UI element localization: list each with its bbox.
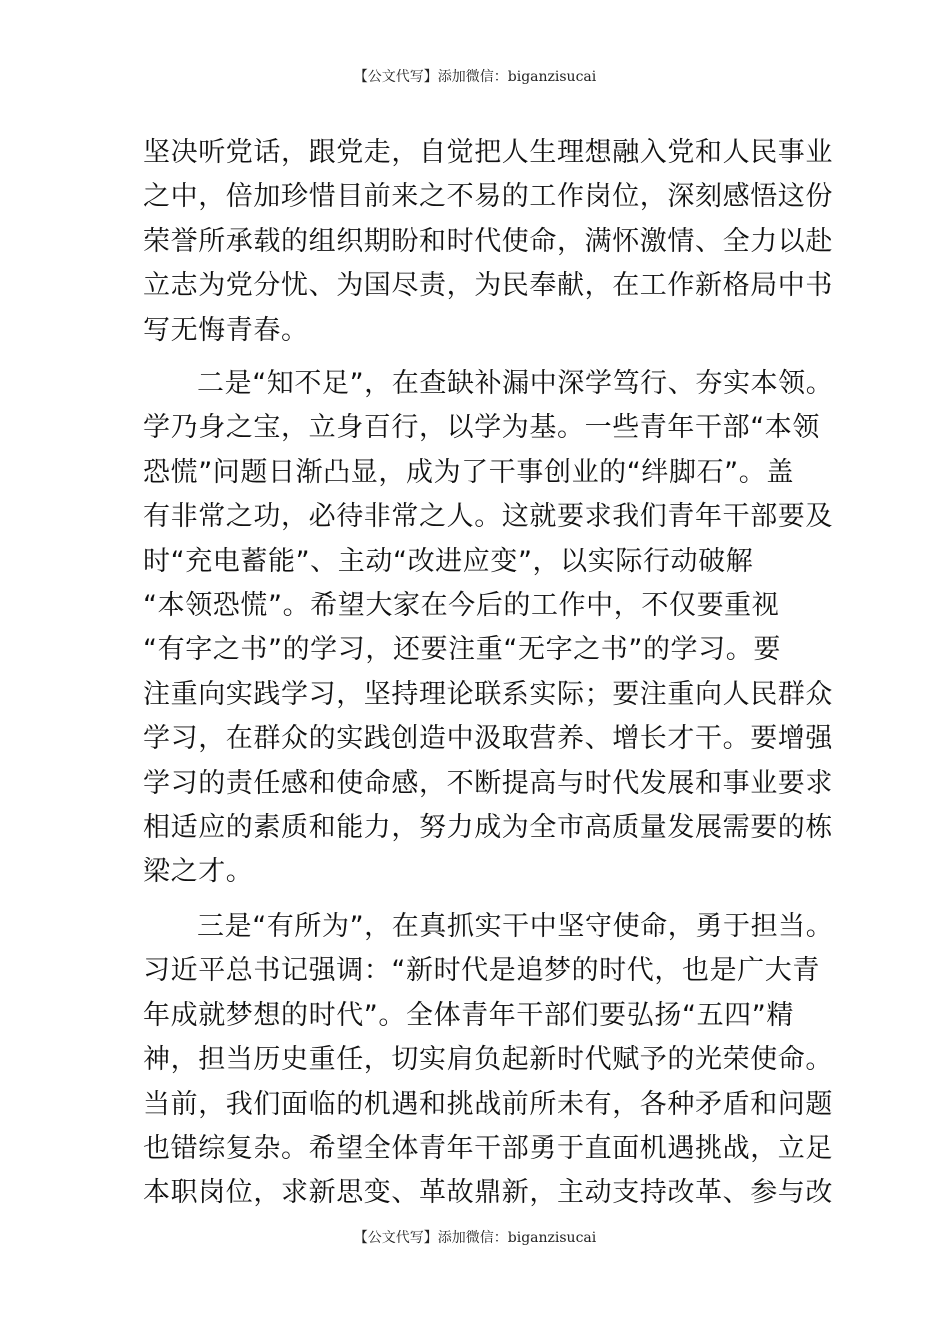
text-line: 本职岗位，求新思变、革故鼎新，主动支持改革、参与改	[143, 1177, 833, 1209]
text-line: “本领恐慌”。希望大家在今后的工作中，不仅要重视	[143, 589, 780, 621]
text-line: 恐慌”问题日渐凸显，成为了干事创业的“绊脚石”。盖	[143, 456, 794, 488]
text-line: 之中，倍加珍惜目前来之不易的工作岗位，深刻感悟这份	[143, 181, 833, 213]
text-line: 相适应的素质和能力，努力成为全市高质量发展需要的栋	[143, 811, 833, 843]
text-line: 学乃身之宝，立身百行，以学为基。一些青年干部“本领	[143, 412, 820, 444]
text-line: 也错综复杂。希望全体青年干部勇于直面机遇挑战，立足	[143, 1132, 833, 1164]
text-line: 注重向实践学习，坚持理论联系实际；要注重向人民群众	[143, 678, 833, 710]
text-line: 二是“知不足”，在查缺补漏中深学笃行、夯实本领。	[197, 368, 834, 399]
text-line: 时“充电蓄能”、主动“改进应变”，以实际行动破解	[143, 545, 754, 577]
text-line: 梁之才。	[143, 856, 254, 888]
text-line: 立志为党分忧、为国尽责，为民奉献，在工作新格局中书	[143, 270, 833, 302]
page-header-watermark: 【公文代写】添加微信：biganzisucai	[353, 69, 597, 85]
text-line: 写无悔青春。	[143, 314, 309, 346]
paragraph-1	[143, 131, 833, 353]
text-line: 当前，我们面临的机遇和挑战前所未有，各种矛盾和问题	[143, 1088, 833, 1120]
text-line: 年成就梦想的时代”。全体青年干部们要弘扬“五四”精	[143, 999, 794, 1031]
text-line: 学习的责任感和使命感，不断提高与时代发展和事业要求	[143, 767, 833, 799]
text-line: 习近平总书记强调：“新时代是追梦的时代，也是广大青	[143, 955, 820, 987]
text-line: 坚决听党话，跟党走，自觉把人生理想融入党和人民事业	[143, 137, 833, 168]
text-line: 有非常之功，必待非常之人。这就要求我们青年干部要及	[143, 501, 833, 533]
text-line: 三是“有所为”，在真抓实干中坚守使命，勇于担当。	[197, 911, 834, 942]
text-line: 学习，在群众的实践创造中汲取营养、增长才干。要增强	[143, 723, 833, 755]
page-footer-watermark: 【公文代写】添加微信：biganzisucai	[353, 1230, 597, 1246]
text-line: 荣誉所承载的组织期盼和时代使命，满怀激情、全力以赴	[143, 225, 833, 257]
text-line: 神，担当历史重任，切实肩负起新时代赋予的光荣使命。	[143, 1044, 833, 1076]
text-line: “有字之书”的学习，还要注重“无字之书”的学习。要	[143, 634, 781, 666]
paragraph-2	[143, 362, 834, 895]
paragraph-3	[143, 905, 834, 1216]
